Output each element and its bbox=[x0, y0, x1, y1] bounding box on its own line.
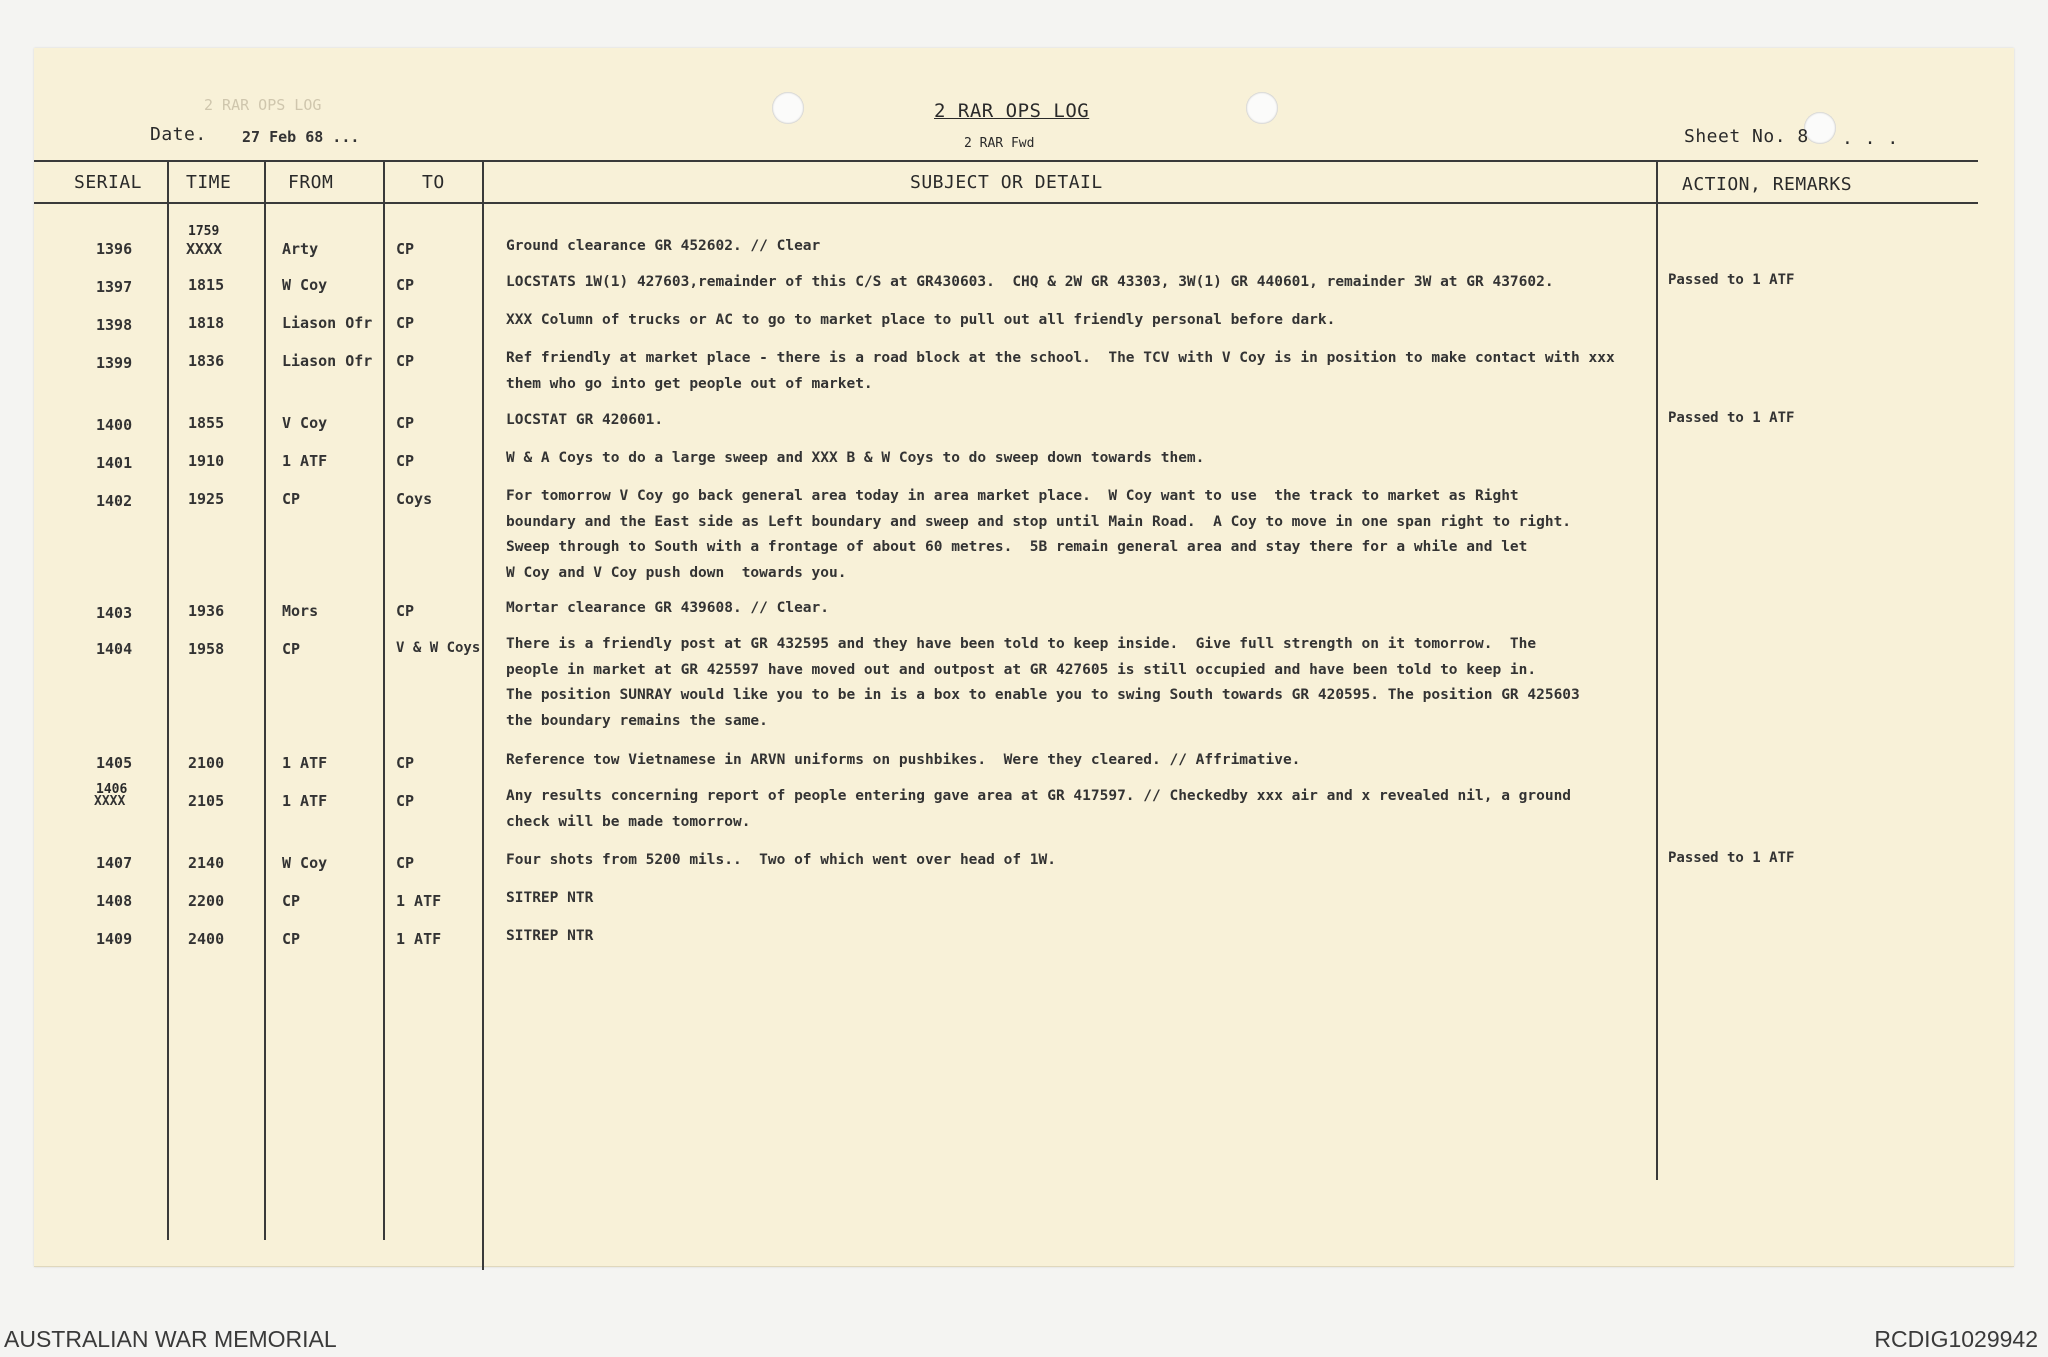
serial-cell: 1400 bbox=[96, 416, 133, 434]
detail-cell: XXX Column of trucks or AC to go to market place to pull out all friendly personal before dark. bbox=[506, 312, 1336, 328]
column-divider bbox=[1656, 160, 1658, 1180]
from-cell: W Coy bbox=[282, 276, 328, 294]
from-cell: Arty bbox=[282, 240, 319, 258]
serial-cell: 1399 bbox=[96, 354, 133, 372]
time-cell: 1925 bbox=[188, 490, 225, 508]
punch-hole-left bbox=[772, 92, 804, 124]
detail-cell: Four shots from 5200 mils.. Two of which went over head of 1W. bbox=[506, 852, 1056, 868]
detail-cell: Reference tow Vietnamese in ARVN uniforms on pushbikes. Were they cleared. // Affrimative. bbox=[506, 752, 1301, 768]
column-header-from: FROM bbox=[288, 172, 334, 193]
time-cell: 1958 bbox=[188, 640, 225, 658]
time-cell: 1936 bbox=[188, 602, 225, 620]
from-cell: CP bbox=[282, 640, 301, 658]
from-cell: 1 ATF bbox=[282, 792, 328, 810]
serial-cell: 1404 bbox=[96, 640, 133, 658]
from-cell: CP bbox=[282, 490, 301, 508]
time-cell: 1815 bbox=[188, 276, 225, 294]
serial-cell: 1396 bbox=[96, 240, 133, 258]
to-cell: CP bbox=[396, 854, 415, 872]
from-cell: CP bbox=[282, 930, 301, 948]
to-cell: CP bbox=[396, 452, 415, 470]
serial-cell: 1397 bbox=[96, 278, 133, 296]
column-divider bbox=[264, 160, 266, 1240]
column-header-subject: SUBJECT OR DETAIL bbox=[910, 172, 1103, 193]
time-correction: 1759 bbox=[188, 224, 220, 239]
to-cell: CP bbox=[396, 414, 415, 432]
time-cell: 1818 bbox=[188, 314, 225, 332]
to-cell: 1 ATF bbox=[396, 930, 442, 948]
ghost-stamp: 2 RAR OPS LOG bbox=[204, 96, 322, 114]
serial-cell: 1407 bbox=[96, 854, 133, 872]
serial-cell: 1406 bbox=[96, 782, 128, 797]
time-cell: 2400 bbox=[188, 930, 225, 948]
sheet-number: Sheet No. 8 bbox=[1684, 126, 1809, 147]
column-header-to: TO bbox=[422, 172, 445, 193]
footer-id: RCDIG1029942 bbox=[1874, 1326, 2038, 1352]
header-rule-top bbox=[34, 160, 1978, 162]
remarks-cell: Passed to 1 ATF bbox=[1668, 272, 1795, 288]
footer-source: AUSTRALIAN WAR MEMORIAL bbox=[4, 1326, 337, 1352]
time-cell: 2105 bbox=[188, 792, 225, 810]
detail-cell: SITREP NTR bbox=[506, 928, 594, 944]
time-cell-struck: XXXX bbox=[186, 240, 223, 258]
to-cell: V & W Coys bbox=[396, 640, 481, 656]
time-cell: 1836 bbox=[188, 352, 225, 370]
from-cell: 1 ATF bbox=[282, 452, 328, 470]
column-header-remarks: ACTION, REMARKS bbox=[1682, 174, 1853, 195]
time-cell: 2140 bbox=[188, 854, 225, 872]
to-cell: 1 ATF bbox=[396, 892, 442, 910]
log-sheet bbox=[34, 48, 2014, 1267]
detail-cell: There is a friendly post at GR 432595 and they have been told to keep inside. Give full strength on it tomorrow. The people in market at GR 425597 have moved out and outpost at GR 427605 is still occupied and have been told to keep in. The position SUNRAY would like you to be in is a box to enable you to swing South towards GR 420595. The position GR 425603 the boundary remains the same. bbox=[506, 636, 1580, 729]
from-cell: W Coy bbox=[282, 854, 328, 872]
to-cell: Coys bbox=[396, 490, 433, 508]
serial-cell: 1398 bbox=[96, 316, 133, 334]
remarks-cell: Passed to 1 ATF bbox=[1668, 850, 1795, 866]
date-label: Date. bbox=[150, 124, 207, 145]
serial-cell: 1405 bbox=[96, 754, 133, 772]
detail-cell: Mortar clearance GR 439608. // Clear. bbox=[506, 600, 830, 616]
to-cell: CP bbox=[396, 276, 415, 294]
time-cell: 1855 bbox=[188, 414, 225, 432]
serial-cell: 1409 bbox=[96, 930, 133, 948]
to-cell: CP bbox=[396, 792, 415, 810]
date-value: 27 Feb 68 ... bbox=[242, 128, 360, 146]
detail-cell: Ground clearance GR 452602. // Clear bbox=[506, 238, 821, 254]
serial-cell: 1403 bbox=[96, 604, 133, 622]
column-header-time: TIME bbox=[186, 172, 232, 193]
from-cell: Liason Ofr bbox=[282, 352, 373, 370]
time-cell: 2100 bbox=[188, 754, 225, 772]
header-rule-bottom bbox=[34, 202, 1978, 204]
to-cell: CP bbox=[396, 352, 415, 370]
time-cell: 2200 bbox=[188, 892, 225, 910]
serial-cell: 1408 bbox=[96, 892, 133, 910]
sheet-number-dots: . . . bbox=[1842, 128, 1899, 149]
serial-cell: 1402 bbox=[96, 492, 133, 510]
to-cell: CP bbox=[396, 602, 415, 620]
detail-cell: W & A Coys to do a large sweep and XXX B & W Coys to do sweep down towards them. bbox=[506, 450, 1205, 466]
column-divider bbox=[167, 160, 169, 1240]
page-title: 2 RAR OPS LOG bbox=[934, 100, 1090, 122]
column-divider bbox=[482, 160, 484, 1270]
page-subtitle: 2 RAR Fwd bbox=[964, 136, 1035, 151]
to-cell: CP bbox=[396, 314, 415, 332]
detail-cell: LOCSTATS 1W(1) 427603,remainder of this C/S at GR430603. CHQ & 2W GR 43303, 3W(1) GR 440601, remainder 3W at GR 437602. bbox=[506, 274, 1554, 290]
punch-hole-right bbox=[1246, 92, 1278, 124]
to-cell: CP bbox=[396, 754, 415, 772]
from-cell: V Coy bbox=[282, 414, 328, 432]
column-header-serial: SERIAL bbox=[74, 172, 143, 193]
time-cell: 1910 bbox=[188, 452, 225, 470]
serial-struck-cell: XXXX bbox=[94, 794, 126, 809]
detail-cell: SITREP NTR bbox=[506, 890, 594, 906]
detail-cell: For tomorrow V Coy go back general area today in area market place. W Coy want to use the track to market as Right boundary and the East side as Left boundary and sweep and stop until Main Road. A Coy to move in one span right to right. Sweep through to South with a frontage of about 60 metres. 5B remain general area and stay there for a while and let W Coy and V Coy push down towards you. bbox=[506, 488, 1572, 581]
detail-cell: LOCSTAT GR 420601. bbox=[506, 412, 664, 428]
column-divider bbox=[383, 160, 385, 1240]
to-cell: CP bbox=[396, 240, 415, 258]
detail-cell: Ref friendly at market place - there is a road block at the school. The TCV with V Coy is in position to make contact with xxx them who go into get people out of market. bbox=[506, 350, 1615, 392]
detail-cell: Any results concerning report of people entering gave area at GR 417597. // Checkedby xxx air and x revealed nil, a ground check will be made tomorrow. bbox=[506, 788, 1572, 830]
from-cell: 1 ATF bbox=[282, 754, 328, 772]
from-cell: Liason Ofr bbox=[282, 314, 373, 332]
punch-hole-corner bbox=[1804, 112, 1836, 144]
serial-cell: 1401 bbox=[96, 454, 133, 472]
from-cell: CP bbox=[282, 892, 301, 910]
from-cell: Mors bbox=[282, 602, 319, 620]
remarks-cell: Passed to 1 ATF bbox=[1668, 410, 1795, 426]
